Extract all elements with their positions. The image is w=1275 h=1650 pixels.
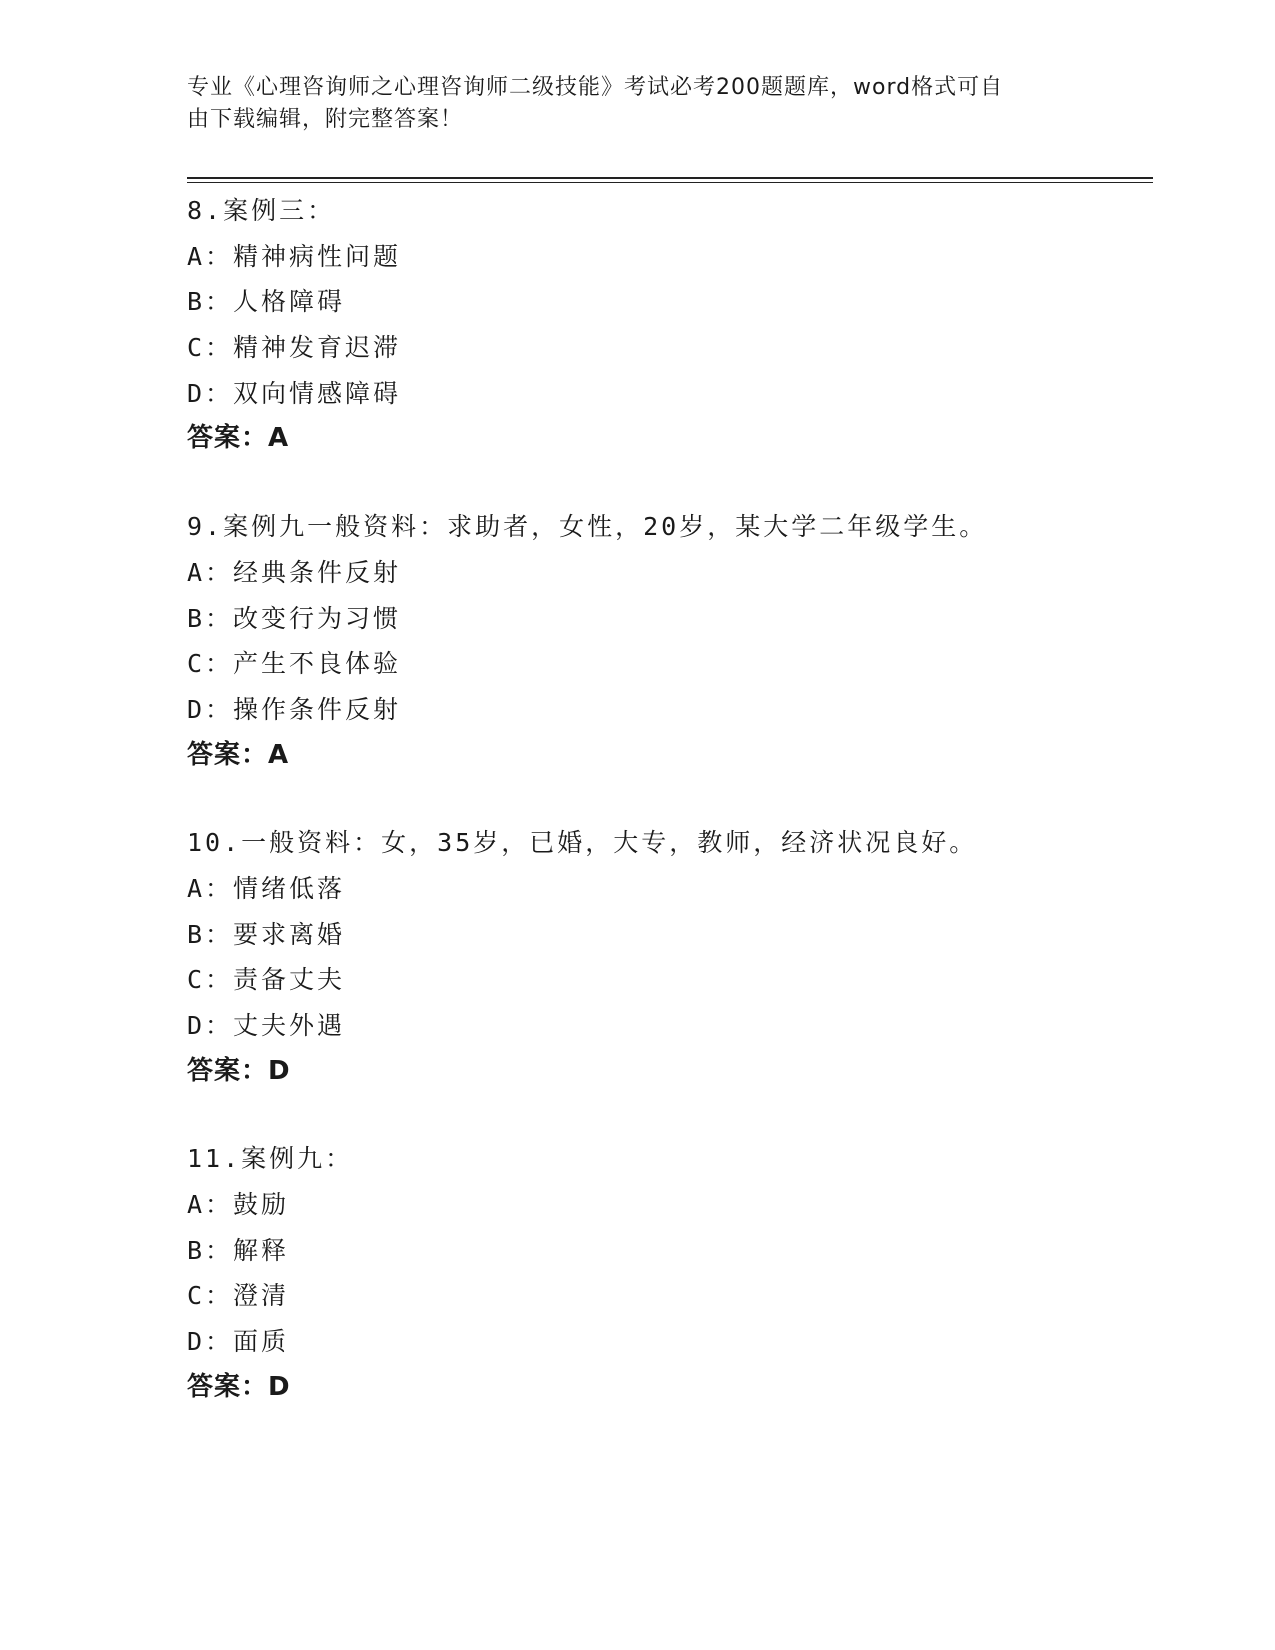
- answer-label: 答案：A: [187, 423, 290, 454]
- option-c: C：澄清: [187, 1281, 290, 1311]
- header-divider-thin: [187, 182, 1153, 183]
- question-11: [187, 1136, 1153, 1410]
- option-b: B：要求离婚: [187, 919, 346, 949]
- option-d: D：双向情感障碍: [187, 378, 402, 408]
- option-a: A：情绪低落: [187, 873, 346, 903]
- option-d: D：面质: [187, 1327, 290, 1357]
- option-c: C：责备丈夫: [187, 965, 346, 995]
- question-title: 8.案例三：: [187, 196, 336, 225]
- question-title: 9.案例九一般资料：求助者，女性，20岁，某大学二年级学生。: [187, 512, 988, 542]
- header-line-1: 专业《心理咨询师之心理咨询师二级技能》考试必考200题题库，word格式可自: [187, 75, 1004, 100]
- option-d: D：操作条件反射: [187, 694, 402, 724]
- question-9: [187, 504, 1153, 778]
- answer-label: 答案：D: [187, 1371, 291, 1402]
- header-line-2: 由下载编辑，附完整答案！: [187, 107, 464, 132]
- header-divider-thick: [187, 177, 1153, 179]
- question-title: 11.案例九：: [187, 1144, 354, 1174]
- question-10: [187, 820, 1153, 1094]
- option-c: C：精神发育迟滞: [187, 333, 402, 363]
- option-a: A：精神病性问题: [187, 241, 402, 271]
- question-8: [187, 188, 1153, 462]
- answer-label: 答案：D: [187, 1055, 291, 1086]
- option-b: B：改变行为习惯: [187, 603, 402, 633]
- answer-label: 答案：A: [187, 739, 290, 770]
- question-list: [187, 188, 1153, 1453]
- option-a: A：经典条件反射: [187, 557, 402, 587]
- option-d: D：丈夫外遇: [187, 1011, 346, 1040]
- question-title: 10.一般资料：女，35岁，已婚，大专，教师，经济状况良好。: [187, 828, 978, 858]
- option-c: C：产生不良体验: [187, 649, 402, 679]
- option-b: B：人格障碍: [187, 287, 346, 317]
- option-b: B：解释: [187, 1235, 290, 1265]
- option-a: A：鼓励: [187, 1190, 290, 1220]
- document-header: [187, 72, 1087, 136]
